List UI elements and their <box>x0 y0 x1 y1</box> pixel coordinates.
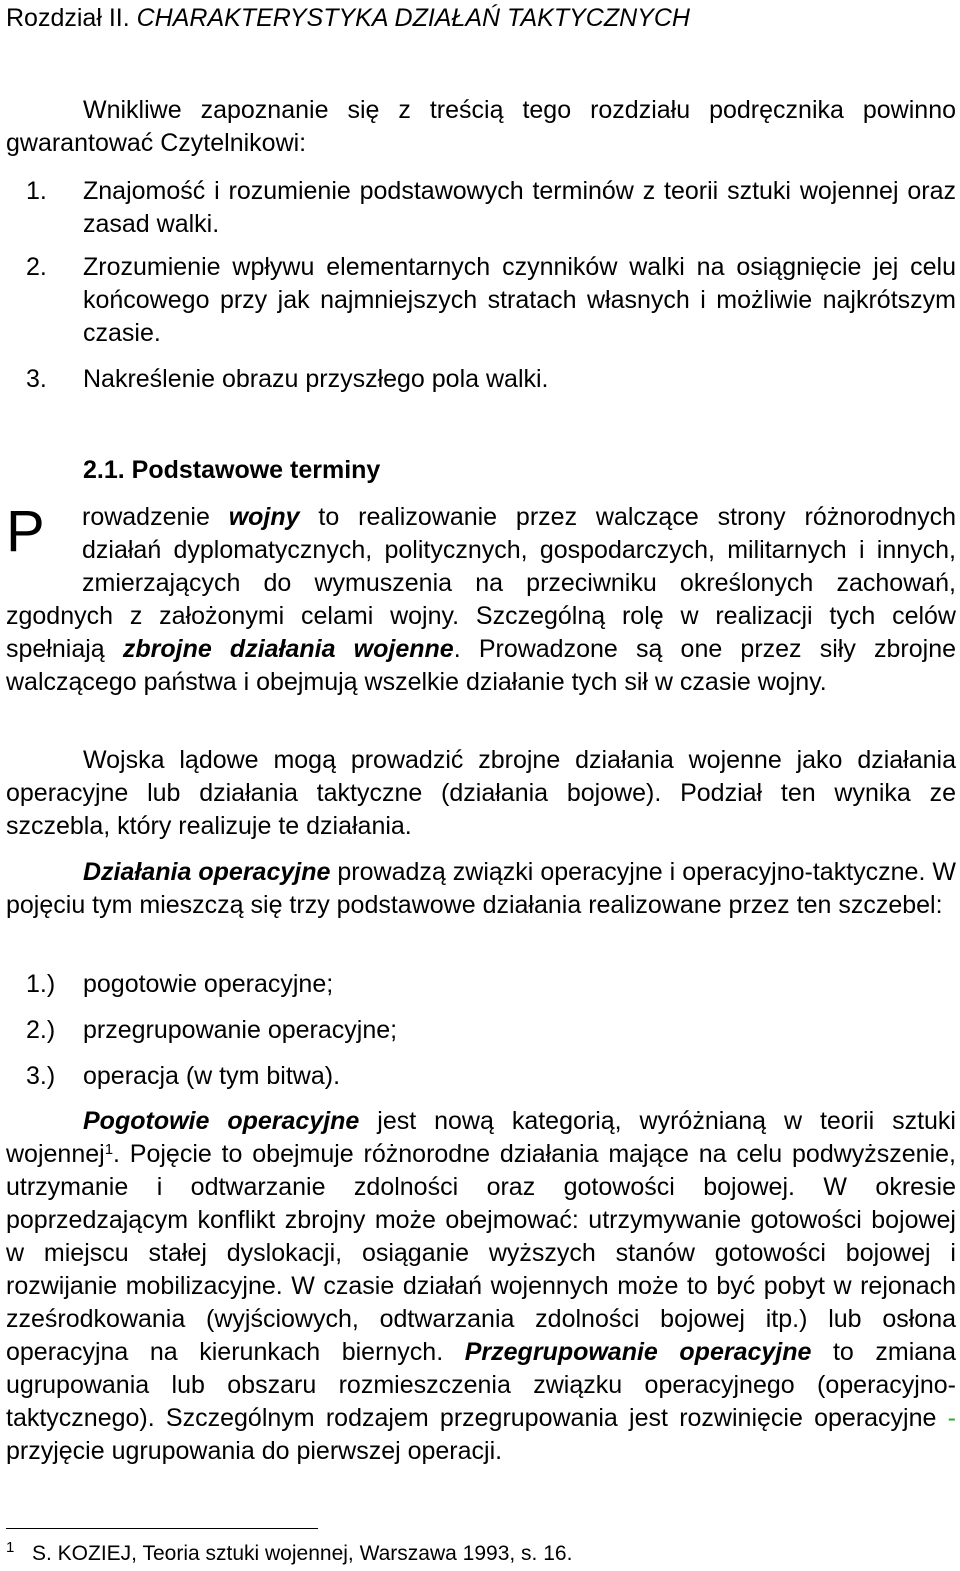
ops-text: przegrupowanie operacyjne; <box>83 1016 398 1044</box>
para4-text-d: przyjęcie ugrupowania do pierwszej operacji. <box>6 1437 503 1465</box>
paragraph-land-forces: Wojska lądowe mogą prowadzić zbrojne działania wojenne jako działania operacyjne lub działania taktyczne (działania bojowe). Podział ten wynika ze szczebla, który realizuje te działania. <box>6 746 956 840</box>
ops-list-item <box>6 1014 956 1047</box>
intro-paragraph: Wnikliwe zapoznanie się z treścią tego rozdziału podręcznika powinno gwarantować Czytelnikowi: <box>6 96 956 157</box>
ops-number: 3.) <box>26 1062 56 1090</box>
section-title: 2.1. Podstawowe terminy <box>83 456 381 484</box>
goal-number: 1. <box>26 177 47 205</box>
term-dzialania-operacyjne: Działania operacyjne <box>83 858 331 886</box>
ops-list-item <box>6 968 956 1001</box>
chapter-prefix: Rozdział II. <box>6 4 137 32</box>
drop-cap: P <box>6 499 45 564</box>
goals-list <box>6 363 956 396</box>
term-pogotowie-operacyjne: Pogotowie operacyjne <box>83 1107 360 1135</box>
footnote-text: S. KOZIEJ, Teoria sztuki wojennej, Warszawa 1993, s. 16. <box>32 1542 573 1565</box>
para1-text-c: . Prowadzone są one przez siły zbrojne walczącego państwa i obejmują wszelkie działanie tych sił w czasie wojny. <box>6 635 956 696</box>
chapter-heading <box>6 2 690 35</box>
green-dash: - <box>947 1404 956 1432</box>
para3-text: prowadzą związki operacyjne i operacyjno-taktyczne. W pojęciu tym mieszczą się trzy podstawowe działania realizowane przez ten szczebel: <box>6 858 956 919</box>
para4-text-c: to zmiana ugrupowania lub obszaru rozmieszczenia związku operacyjnego (operacyjno-taktycznego). Szczególnym rodzajem przegrupowania jest rozwinięcie operacyjne <box>6 1338 956 1432</box>
goal-number: 3. <box>26 365 47 393</box>
ops-number: 2.) <box>26 1016 56 1044</box>
footnote: 1 S. KOZIEJ, Teoria sztuki wojennej, Warszawa 1993, s. 16. <box>6 1539 573 1565</box>
footnote-reference[interactable]: 1 <box>104 1141 114 1158</box>
goal-item <box>6 175 956 241</box>
term-wojny: wojny <box>228 503 300 531</box>
ops-list <box>6 968 956 1093</box>
ops-number: 1.) <box>26 970 56 998</box>
ops-text: pogotowie operacyjne; <box>83 970 334 998</box>
para1-text-a: rowadzenie <box>82 503 229 531</box>
ops-text: operacja (w tym bitwa). <box>83 1062 341 1090</box>
goal-text: Znajomość i rozumienie podstawowych terminów z teorii sztuki wojennej oraz zasad walki. <box>83 177 956 238</box>
chapter-title: CHARAKTERYSTYKA DZIAŁAŃ TAKTYCZNYCH <box>136 4 690 32</box>
goals-list <box>6 175 956 241</box>
para4-text-b: . Pojęcie to obejmuje różnorodne działania mające na celu podwyższenie, utrzymanie i odtwarzanie zdolności oraz gotowości bojowej. W okresie poprzedzającym konflikt zbrojny może obejmować: utrzymywanie gotowości bojowej w miejscu stałej dyslokacji, osiąganie wyższych stanów gotowości bojowej i rozwijanie mobilizacyjne. W czasie działań wojennych może to być pobyt w rejonach zześrodkowania (wyjściowych, odtwarzania zdolności bojowej itp.) lub osłona operacyjna na kierunkach biernych. <box>6 1140 956 1366</box>
para1-text-b: to realizowanie przez walczące strony różnorodnych działań dyplomatycznych, politycznych, gospodarczych, militarnych i innych, zmierzających do wymuszenia na przeciwniku określonych zachowań, zgodnych z założonymi celami wojny. Szczególną rolę w realizacji tych celów spełniają <box>6 503 956 663</box>
paragraph-operational <box>6 856 956 922</box>
goals-list <box>6 251 956 350</box>
footnote-divider <box>6 1528 318 1529</box>
ops-list-item <box>6 1060 956 1093</box>
paragraph-readiness <box>6 1105 956 1468</box>
goal-item <box>6 363 956 396</box>
goal-item <box>6 251 956 350</box>
para4-text-a: jest nową kategorią, wyróżnianą w teorii sztuki wojennej <box>6 1107 956 1168</box>
goal-number: 2. <box>26 253 47 281</box>
paragraph-war-definition <box>6 501 956 699</box>
term-przegrupowanie-operacyjne: Przegrupowanie operacyjne <box>464 1338 812 1366</box>
goal-text: Nakreślenie obrazu przyszłego pola walki. <box>83 365 549 393</box>
goal-text: Zrozumienie wpływu elementarnych czynników walki na osiągnięcie jej celu końcowego przy jak najmniejszych stratach własnych i możliwie najkrótszym czasie. <box>83 253 956 347</box>
term-zbrojne-dzialania: zbrojne działania wojenne <box>122 635 454 663</box>
